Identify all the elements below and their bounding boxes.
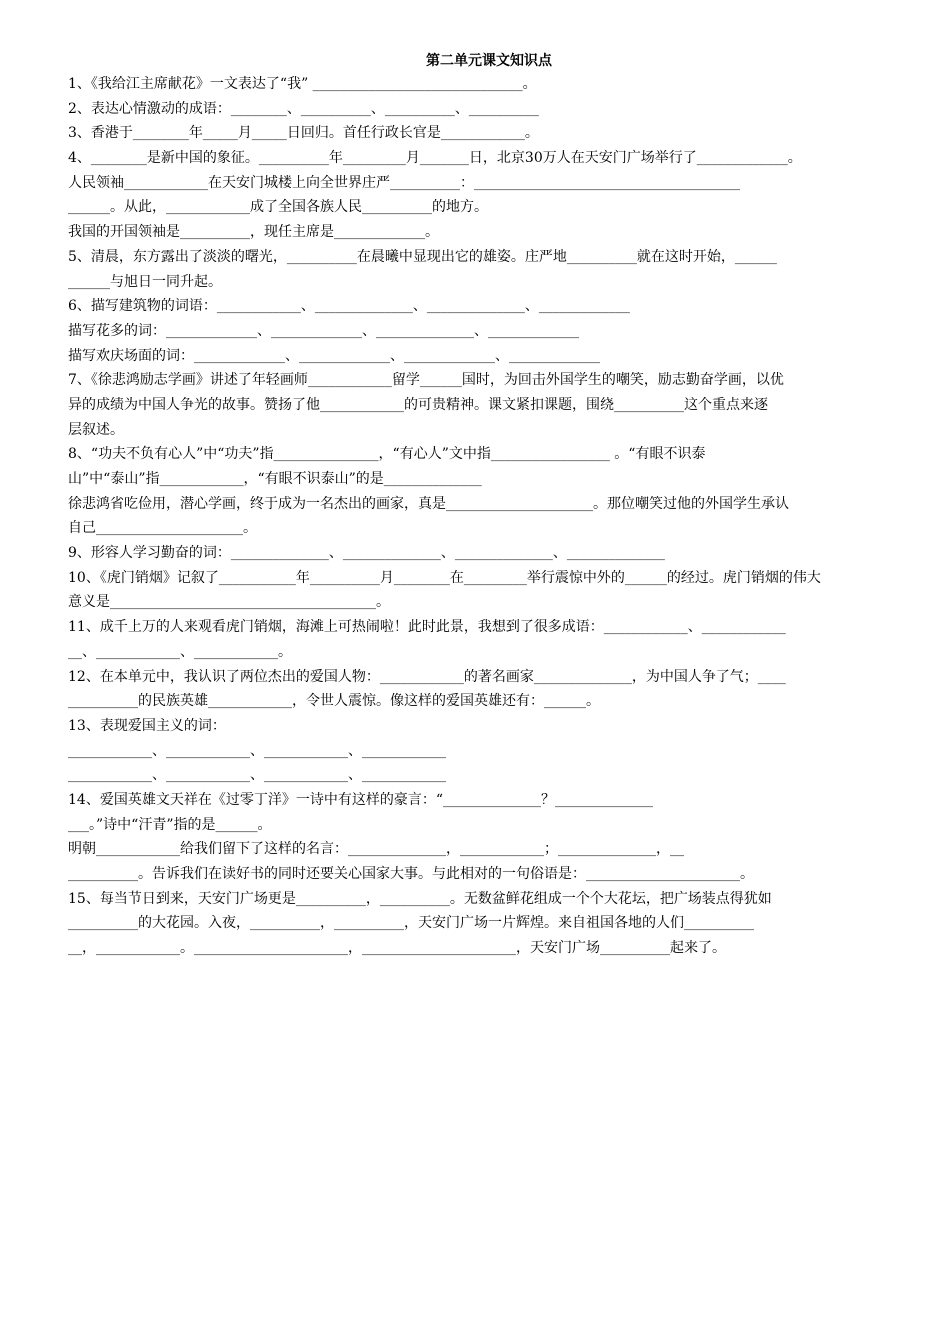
line-text: 自己_____________________。 [68, 520, 257, 537]
line-text: 4、________是新中国的象征。__________年_________月_______日，北京30万人在天安门广场举行了_____________。 [68, 150, 802, 167]
line [68, 590, 910, 615]
line-text: __________的大花园。入夜，__________，__________，天安门广场一片辉煌。来自祖国各地的人们__________ [68, 915, 754, 932]
line-text: __________的民族英雄____________，令世人震惊。像这样的爱国英雄还有：______。 [68, 693, 600, 710]
line-text: 2、表达心情激动的成语：________、__________、__________、__________ [68, 100, 539, 117]
line [68, 763, 910, 788]
line-text: 9、形容人学习勤奋的词：______________、______________、______________、______________ [68, 545, 665, 562]
line-text: 13、表现爱国主义的词： [68, 717, 226, 734]
line [68, 813, 910, 838]
line-text: 人民领袖____________在天安门城楼上向全世界庄严__________：______________________________________ [68, 174, 740, 191]
line-text: 描写欢庆场面的词：_____________、_____________、_____________、_____________ [68, 347, 600, 364]
line [68, 270, 910, 295]
line-text: 徐悲鸿省吃俭用，潜心学画，终于成为一名杰出的画家，真是_____________________。那位嘲笑过他的外国学生承认 [68, 495, 789, 512]
line [68, 467, 910, 492]
line-text: 12、在本单元中，我认识了两位杰出的爱国人物：____________的著名画家______________，为中国人争了气；____ [68, 668, 786, 685]
page-title: 第二单元课文知识点 [426, 53, 552, 69]
line [68, 640, 910, 665]
line [68, 146, 910, 171]
line [68, 615, 910, 640]
line-text: 15、每当节日到来，天安门广场更是__________，__________。无数盆鲜花组成一个个大花坛，把广场装点得犹如 [68, 890, 772, 907]
line [68, 220, 910, 245]
line-text: 明朝____________给我们留下了这样的名言：______________，____________；______________，__ [68, 841, 684, 858]
line-text: 6、描写建筑物的词语：____________、______________、______________、_____________ [68, 298, 630, 315]
document [68, 50, 910, 961]
line-text: ______与旭日一同升起。 [68, 273, 222, 290]
line [68, 566, 910, 591]
line [68, 344, 910, 369]
line [68, 492, 910, 517]
line-text: 1、《我给江主席献花》一文表达了“我” ______________________________。 [68, 76, 537, 92]
line [68, 788, 910, 813]
line [68, 739, 910, 764]
line [68, 72, 910, 97]
line [68, 862, 910, 887]
line-text: 我国的开国领袖是__________，现任主席是_____________。 [68, 224, 439, 241]
line [68, 442, 910, 467]
line-text: 8、“功夫不负有心人”中“功夫”指_______________，“有心人”文中指_________________ 。“有眼不识泰 [68, 446, 706, 463]
line-text: 7、《徐悲鸿励志学画》讲述了年轻画师____________留学______国时，为回击外国学生的嘲笑，励志勤奋学画，以优 [68, 372, 784, 389]
line-text: __，____________。______________________，______________________，天安门广场__________起来了。 [68, 940, 726, 957]
line [68, 245, 910, 270]
line [68, 294, 910, 319]
line [68, 516, 910, 541]
line-text: 5、清晨，东方露出了淡淡的曙光，__________在晨曦中显现出它的雄姿。庄严地__________就在这时开始，______ [68, 248, 777, 265]
line [68, 393, 910, 418]
line [68, 319, 910, 344]
line [68, 171, 910, 196]
line [68, 665, 910, 690]
line-text: ____________、____________、____________、____________ [68, 767, 446, 784]
line-text: ____________、____________、____________、____________ [68, 742, 446, 759]
line-text: 14、爱国英雄文天祥在《过零丁洋》一诗中有这样的豪言：“______________？______________ [68, 791, 653, 808]
line-text: 山”中“泰山”指____________，“有眼不识泰山”的是______________ [68, 471, 482, 487]
line-text: 10、《虎门销烟》记叙了___________年__________月________在_________举行震惊中外的______的经过。虎门销烟的伟大 [68, 569, 821, 586]
line-text: 意义是______________________________________。 [68, 594, 390, 611]
line [68, 714, 910, 739]
line [68, 418, 910, 443]
line [68, 97, 910, 122]
line [68, 837, 910, 862]
line [68, 541, 910, 566]
line [68, 195, 910, 220]
line-text: 11、成千上万的人来观看虎门销烟，海滩上可热闹啦！此时此景，我想到了很多成语：____________、____________ [68, 619, 786, 636]
line [68, 936, 910, 961]
line [68, 368, 910, 393]
line [68, 121, 910, 146]
line [68, 689, 910, 714]
line-text: 描写花多的词：_____________、_____________、______________、_____________ [68, 322, 579, 339]
line-text: ___。”诗中“汗青”指的是______。 [68, 816, 272, 833]
line-text: ______。从此，____________成了全国各族人民__________的地方。 [68, 199, 488, 216]
line-text: 异的成绩为中国人争光的故事。赞扬了他____________的可贵精神。课文紧扣课题，围绕__________这个重点来逐 [68, 396, 768, 413]
line [68, 887, 910, 912]
line-text: 3、香港于________年_____月_____日回归。首任行政长官是____________。 [68, 125, 539, 142]
line-text: __、____________、____________。 [68, 643, 292, 660]
line [68, 911, 910, 936]
line-text: 层叙述。 [68, 421, 124, 438]
line-text: __________。告诉我们在读好书的同时还要关心国家大事。与此相对的一句俗语是：______________________。 [68, 866, 754, 882]
